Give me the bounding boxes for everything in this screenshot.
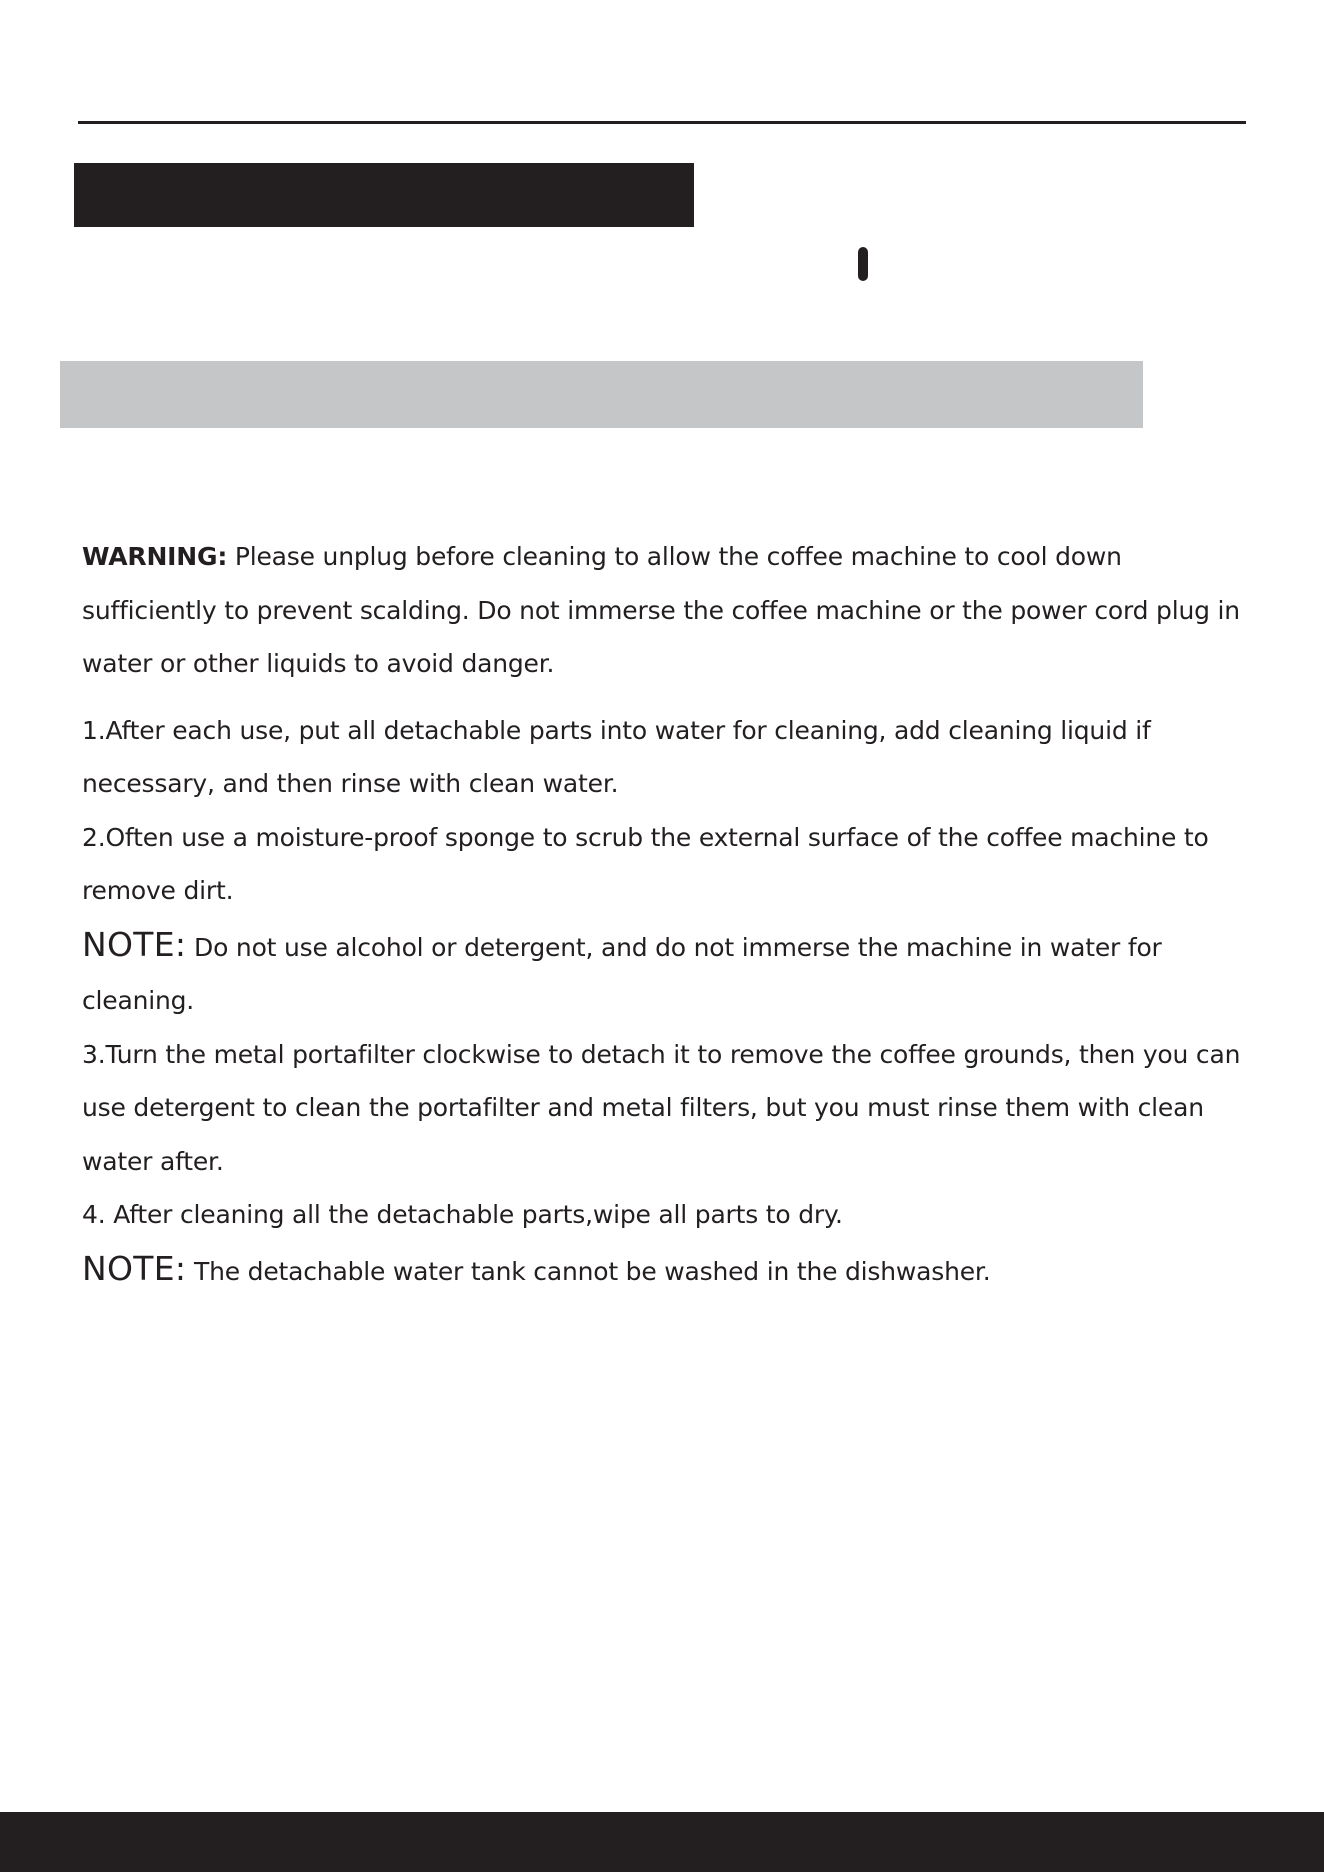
- pill-mark: [858, 247, 868, 281]
- warning-paragraph: [82, 530, 1252, 691]
- note-text-2: The detachable water tank cannot be washed in the dishwasher.: [186, 1256, 991, 1286]
- note-paragraph-2: [82, 1242, 1252, 1299]
- cleaning-instructions: [82, 530, 1252, 1298]
- section-bar: [60, 361, 1143, 428]
- note-text: Do not use alcohol or detergent, and do not immerse the machine in water for cleaning.: [82, 932, 1162, 1015]
- warning-text: Please unplug before cleaning to allow the coffee machine to cool down sufficiently to prevent scalding. Do not immerse the coffee machine or the power cord plug in water or other liquids to avoid danger.: [82, 542, 1240, 678]
- step-2: 2.Often use a moisture-proof sponge to scrub the external surface of the coffee machine to remove dirt.: [82, 822, 1209, 905]
- warning-label: WARNING:: [82, 542, 228, 571]
- note-paragraph: [82, 918, 1252, 1028]
- note-label: NOTE:: [82, 924, 187, 964]
- title-bar: [74, 163, 694, 227]
- header-rule: [78, 121, 1246, 124]
- step-4: 4. After cleaning all the detachable parts,wipe all parts to dry.: [82, 1200, 843, 1229]
- note-label-2: NOTE:: [82, 1248, 187, 1288]
- step-3: 3.Turn the metal portafilter clockwise to detach it to remove the coffee grounds, then you can use detergent to clean the portafilter and metal filters, but you must rinse them with clean water after.: [82, 1039, 1241, 1176]
- step-1: 1.After each use, put all detachable parts into water for cleaning, add cleaning liquid if necessary, and then rinse with clean water.: [82, 715, 1151, 798]
- footer-bar: [0, 1812, 1324, 1872]
